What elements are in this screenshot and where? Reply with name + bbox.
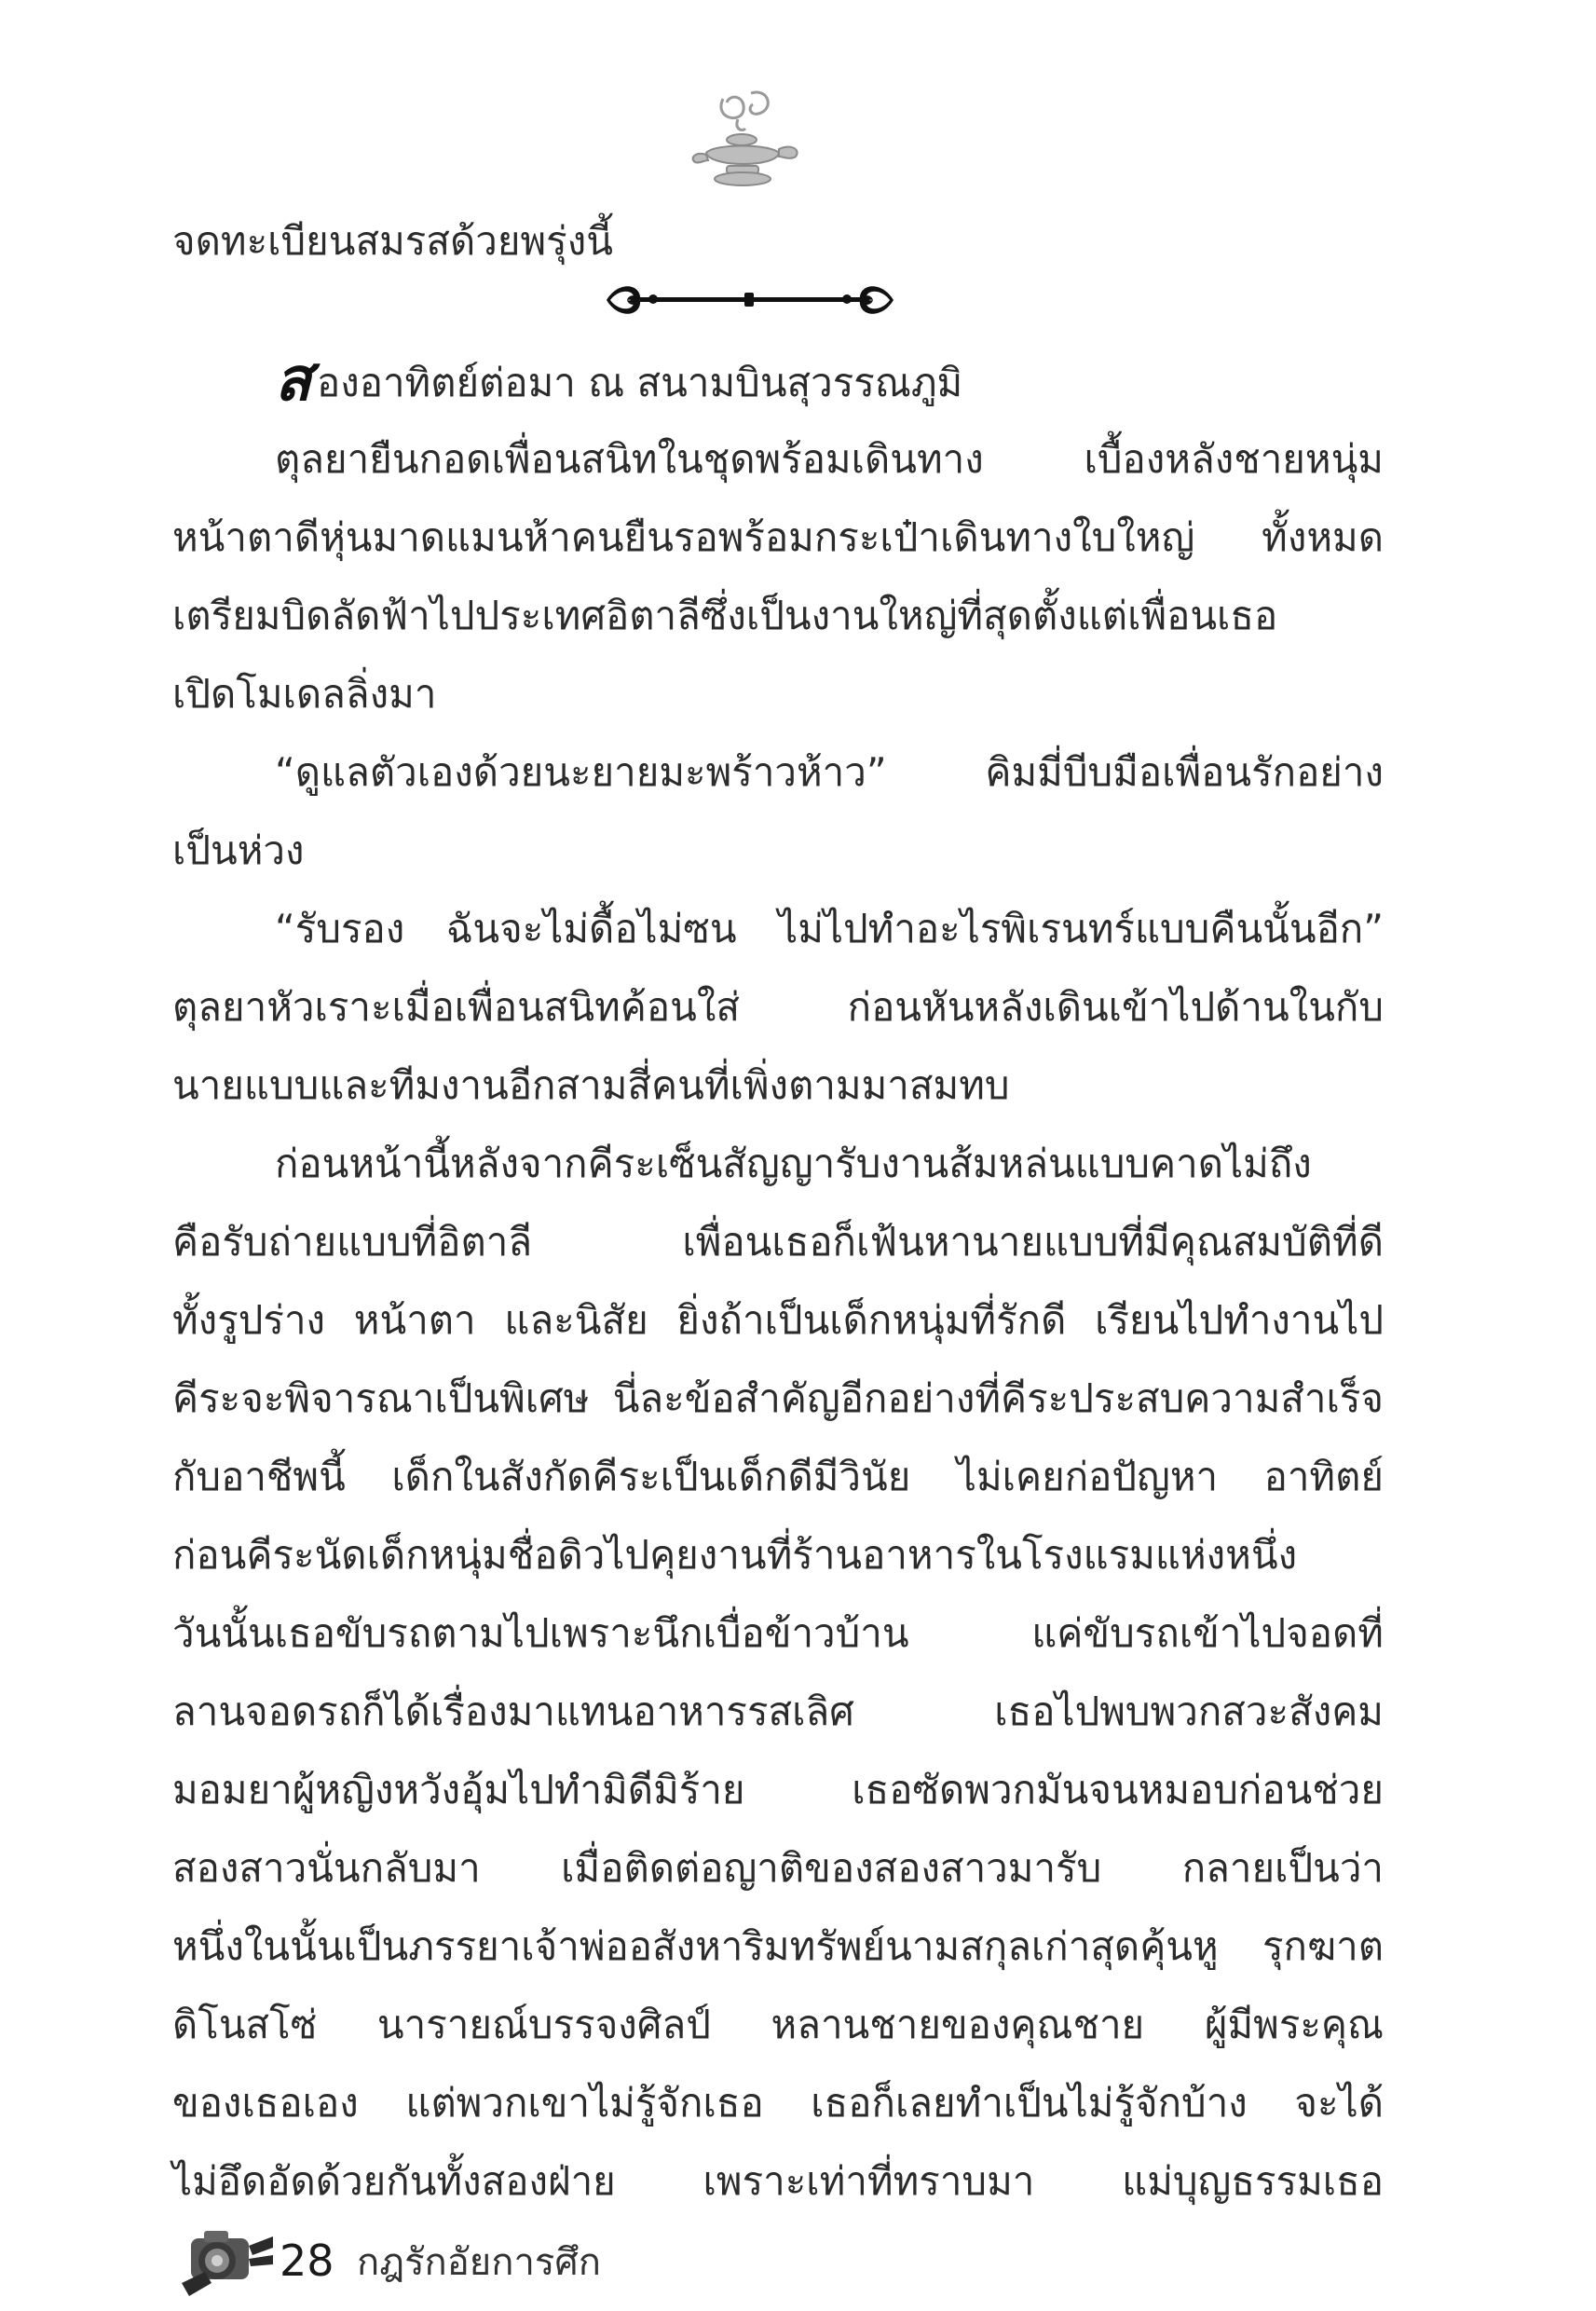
opening-line: องอาทิตย์ต่อมา ณ สนามบินสุวรรณภูมิ: [317, 360, 963, 405]
text-line: ลานจอดรถก็ได้เรื่องมาแทนอาหารรสเลิศ เธอไปพบพวกสวะสังคม: [172, 1689, 1384, 1734]
text-line: ก่อนคีระนัดเด็กหนุ่มชื่อดิวไปคุยงานที่ร้านอาหารในโรงแรมแห่งหนึ่ง: [172, 1532, 1298, 1578]
text-line: สองสาวนั่นกลับมา เมื่อติดต่อญาติของสองสาวมารับ กลายเป็นว่า: [172, 1845, 1384, 1891]
page-number: 28: [280, 2236, 334, 2286]
drop-cap: ส: [275, 346, 312, 415]
text-line: ตุลยาหัวเราะเมื่อเพื่อนสนิทค้อนใส่ ก่อนหันหลังเดินเข้าไปด้านในกับ: [172, 984, 1384, 1030]
text-line: นายแบบและทีมงานอีกสามสี่คนที่เพิ่งตามมาสมทบ: [172, 1062, 1010, 1108]
text-line: “ดูแลตัวเองด้วยนะยายมะพร้าวห้าว” คิมมี่บีบมือเพื่อนรักอย่าง: [275, 749, 1384, 795]
page-footer: [163, 2218, 722, 2302]
text-line: หน้าตาดีหุ่นมาดแมนห้าคนยืนรอพร้อมกระเป๋าเดินทางใบใหญ่ ทั้งหมด: [172, 514, 1384, 560]
text-line: ตุลยายืนกอดเพื่อนสนิทในชุดพร้อมเดินทาง เบื้องหลังชายหนุ่ม: [275, 436, 1384, 482]
text-line: เปิดโมเดลลิ่งมา: [172, 671, 437, 717]
text-line: วันนั้นเธอขับรถตามไปเพราะนึกเบื่อข้าวบ้าน แค่ขับรถเข้าไปจอดที่: [172, 1610, 1384, 1656]
text-line: คือรับถ่ายแบบที่อิตาลี เพื่อนเธอก็เฟ้นหานายแบบที่มีคุณสมบัติที่ดี: [172, 1219, 1384, 1265]
text-line: ของเธอเอง แต่พวกเขาไม่รู้จักเธอ เธอก็เลยทำเป็นไม่รู้จักบ้าง จะได้: [172, 2080, 1384, 2126]
text-line: ก่อนหน้านี้หลังจากคีระเซ็นสัญญารับงานส้มหล่นแบบคาดไม่ถึง: [275, 1141, 1312, 1186]
camera-icon: [163, 2218, 275, 2302]
text-line: หนึ่งในนั้นเป็นภรรยาเจ้าพ่ออสังหาริมทรัพย์นามสกุลเก่าสุดคุ้นหู รุกฆาต: [172, 1923, 1384, 1969]
text-line: คีระจะพิจารณาเป็นพิเศษ นี่ละข้อสำคัญอีกอย่างที่คีระประสบความสำเร็จ: [172, 1375, 1384, 1421]
carry-over-line: จดทะเบียนสมรสด้วยพรุ่งนี้: [172, 218, 613, 264]
text-line: เตรียมบิดลัดฟ้าไปประเทศอิตาลีซึ่งเป็นงานใหญ่ที่สุดตั้งแต่เพื่อนเธอ: [172, 593, 1278, 638]
genie-lamp-icon: [686, 82, 807, 192]
flourish-divider-icon: [601, 272, 899, 328]
text-line: เป็นห่วง: [172, 827, 305, 873]
text-line: “รับรอง ฉันจะไม่ดื้อไม่ซน ไม่ไปทำอะไรพิเรนทร์แบบคืนนั้นอีก”: [275, 906, 1384, 951]
text-line: ดิโนสโซ่ นารายณ์บรรจงศิลป์ หลานชายของคุณชาย ผู้มีพระคุณ: [172, 2002, 1384, 2047]
text-line: มอมยาผู้หญิงหวังอุ้มไปทำมิดีมิร้าย เธอซัดพวกมันจนหมอบก่อนช่วย: [172, 1767, 1384, 1812]
book-title: กฎรักอัยการศึก: [357, 2241, 602, 2284]
text-line: ไม่อึดอัดด้วยกันทั้งสองฝ่าย เพราะเท่าที่ทราบมา แม่บุญธรรมเธอ: [172, 2158, 1384, 2204]
text-line: ทั้งรูปร่าง หน้าตา และนิสัย ยิ่งถ้าเป็นเด็กหนุ่มที่รักดี เรียนไปทำงานไป: [172, 1297, 1384, 1343]
text-line: กับอาชีพนี้ เด็กในสังกัดคีระเป็นเด็กดีมีวินัย ไม่เคยก่อปัญหา อาทิตย์: [172, 1454, 1384, 1499]
